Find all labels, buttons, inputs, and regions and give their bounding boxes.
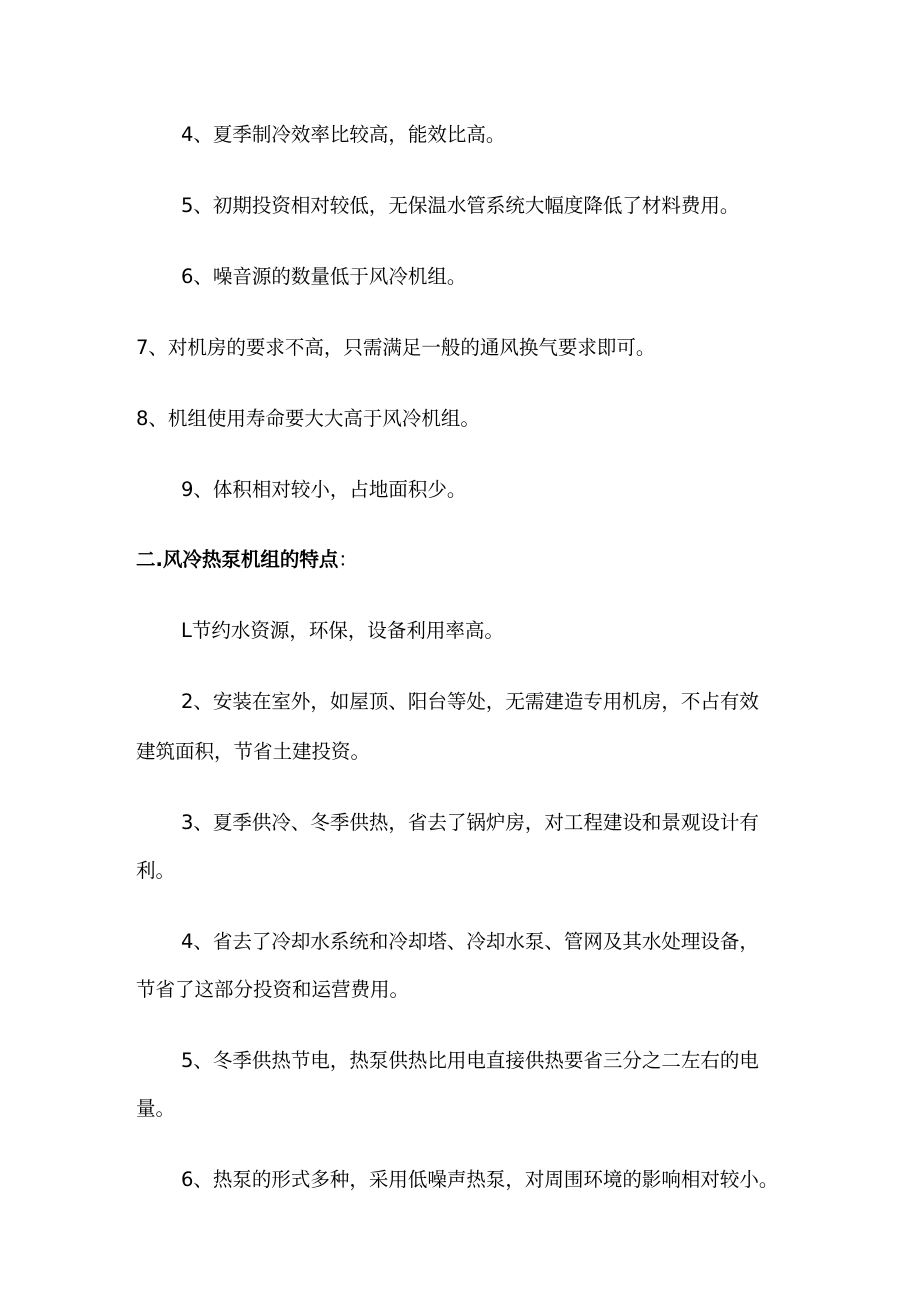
paragraph-item-9: 9、体积相对较小，占地面积少。 <box>181 478 467 501</box>
section-item-3-continued: 利。 <box>136 859 176 882</box>
paragraph-item-8: 8、机组使用寿命要大大高于风冷机组。 <box>136 407 480 430</box>
section-item-2: 2、安装在室外，如屋顶、阳台等处，无需建造专用机房，不占有效 <box>181 690 759 713</box>
section-item-1: L节约水资源，环保，设备利用率高。 <box>181 619 504 642</box>
section-heading-colon: ： <box>338 548 358 571</box>
section-heading-title: 二.风冷热泵机组的特点 <box>136 548 339 571</box>
section-item-5-continued: 量。 <box>136 1097 176 1120</box>
section-heading <box>136 546 358 574</box>
section-item-6: 6、热泵的形式多种，采用低噪声热泵，对周围环境的影响相对较小。 <box>181 1168 779 1191</box>
section-item-4-continued: 节省了这部分投资和运营费用。 <box>136 978 410 1001</box>
paragraph-item-7: 7、对机房的要求不高，只需满足一般的通风换气要求即可。 <box>136 336 656 359</box>
paragraph-item-4: 4、夏季制冷效率比较高，能效比高。 <box>181 123 506 146</box>
section-item-2-continued: 建筑面积，节省土建投资。 <box>136 740 371 763</box>
section-item-4: 4、省去了冷却水系统和冷却塔、冷却水泵、管网及其水处理设备， <box>181 930 759 953</box>
paragraph-item-5: 5、初期投资相对较低，无保温水管系统大幅度降低了材料费用。 <box>181 194 740 217</box>
section-item-5: 5、冬季供热节电，热泵供热比用电直接供热要省三分之二左右的电 <box>181 1049 759 1072</box>
section-item-3: 3、夏季供冷、冬季供热，省去了锅炉房，对工程建设和景观设计有 <box>181 811 759 834</box>
paragraph-item-6: 6、噪音源的数量低于风冷机组。 <box>181 265 467 288</box>
